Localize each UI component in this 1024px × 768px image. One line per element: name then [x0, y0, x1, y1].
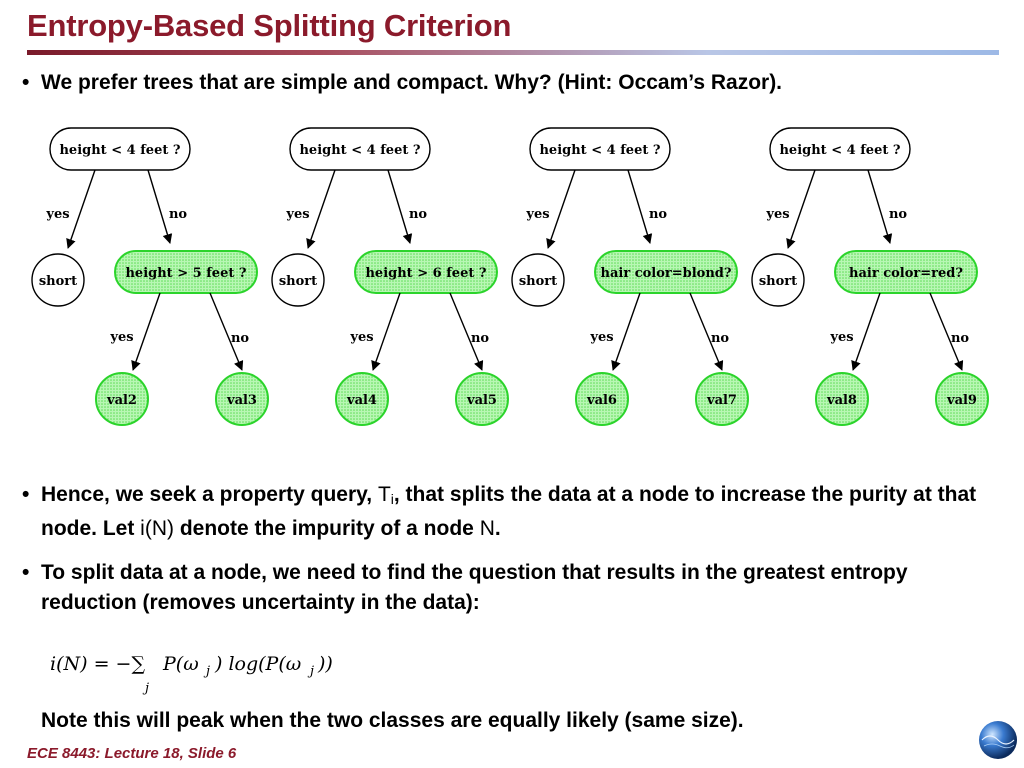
decision-tree	[512, 128, 748, 425]
text-segment: .	[494, 517, 501, 540]
tree-edge	[148, 170, 170, 243]
formula-end: ))	[318, 653, 333, 675]
edge-label-no: no	[470, 331, 490, 346]
text-segment: Hence, we seek a property query,	[41, 483, 378, 506]
bullet-text	[41, 480, 1001, 544]
edge-label-no: no	[888, 207, 908, 222]
impurity-symbol: i(N)	[140, 517, 174, 540]
edge-label-no: no	[230, 331, 250, 346]
edge-label-yes: yes	[286, 207, 310, 222]
bullet-dot: •	[22, 483, 30, 506]
leaf-node-label: short	[758, 274, 798, 289]
tree-edge	[373, 293, 400, 370]
leaf-node-label: short	[38, 274, 78, 289]
value-node-label: val3	[227, 393, 257, 408]
slide-footer: ECE 8443: Lecture 18, Slide 6	[27, 745, 237, 762]
decision-tree	[32, 128, 268, 425]
note-text: Note this will peak when the two classes are equally likely (same size).	[41, 709, 744, 732]
formula-sum-index: j	[145, 681, 150, 696]
query-symbol: T	[377, 483, 391, 506]
formula-term: P(ω	[163, 653, 199, 675]
edge-label-no: no	[710, 331, 730, 346]
slide-title: Entropy-Based Splitting Criterion	[27, 8, 512, 43]
root-node-label: height < 4 feet ?	[539, 143, 661, 158]
formula-term-subscript: j	[206, 664, 211, 679]
inner-node-label: hair color=blond?	[600, 266, 732, 281]
leaf-node-label: short	[278, 274, 318, 289]
value-node-label: val5	[467, 393, 497, 408]
query-subscript: i	[390, 491, 394, 507]
edge-label-yes: yes	[830, 330, 854, 345]
decision-tree	[272, 128, 508, 425]
tree-edge	[868, 170, 890, 243]
inner-node-label: height > 6 feet ?	[365, 266, 487, 281]
tree-edge	[548, 170, 575, 248]
bullet-text: To split data at a node, we need to find the question that results in the greatest entropy reduction (removes uncertainty in the data):	[41, 561, 908, 614]
bullet-text: We prefer trees that are simple and compact. Why? (Hint: Occam’s Razor).	[41, 71, 783, 94]
leaf-node-label: short	[518, 274, 558, 289]
text-segment: , that splits the data at a node to increase the purity at that node. Let	[41, 483, 977, 540]
formula-lhs: i(N) = −∑	[50, 653, 146, 675]
edge-label-yes: yes	[110, 330, 134, 345]
tree-edge	[388, 170, 410, 243]
value-node-label: val7	[707, 393, 737, 408]
root-node-label: height < 4 feet ?	[299, 143, 421, 158]
edge-label-no: no	[408, 207, 428, 222]
value-node-label: val2	[107, 393, 137, 408]
bullet-dot: •	[22, 561, 30, 584]
entropy-formula	[45, 648, 355, 696]
edge-label-yes: yes	[46, 207, 70, 222]
edge-label-yes: yes	[526, 207, 550, 222]
inner-node-label: hair color=red?	[849, 266, 963, 281]
text-segment: denote the impurity of a node	[174, 517, 480, 540]
tree-edge	[788, 170, 815, 248]
node-symbol: N	[479, 517, 495, 540]
globe-logo-icon	[978, 718, 1018, 762]
tree-edge	[628, 170, 650, 243]
formula-log: ) log(P(ω	[215, 653, 302, 675]
value-node-label: val6	[587, 393, 617, 408]
tree-edge	[68, 170, 95, 248]
root-node-label: height < 4 feet ?	[779, 143, 901, 158]
edge-label-yes: yes	[766, 207, 790, 222]
tree-edge	[613, 293, 640, 370]
tree-edge	[133, 293, 160, 370]
value-node-label: val8	[827, 393, 857, 408]
edge-label-no: no	[168, 207, 188, 222]
root-node-label: height < 4 feet ?	[59, 143, 181, 158]
edge-label-yes: yes	[590, 330, 614, 345]
decision-tree	[752, 128, 988, 425]
inner-node-label: height > 5 feet ?	[125, 266, 247, 281]
edge-label-yes: yes	[350, 330, 374, 345]
decision-trees-figure	[20, 115, 1005, 435]
title-divider	[27, 50, 999, 55]
value-node-label: val4	[347, 393, 377, 408]
tree-edge	[853, 293, 880, 370]
value-node-label: val9	[947, 393, 977, 408]
tree-edge	[308, 170, 335, 248]
edge-label-no: no	[648, 207, 668, 222]
formula-log-subscript: j	[310, 664, 315, 679]
bullet-dot: •	[22, 71, 30, 94]
edge-label-no: no	[950, 331, 970, 346]
